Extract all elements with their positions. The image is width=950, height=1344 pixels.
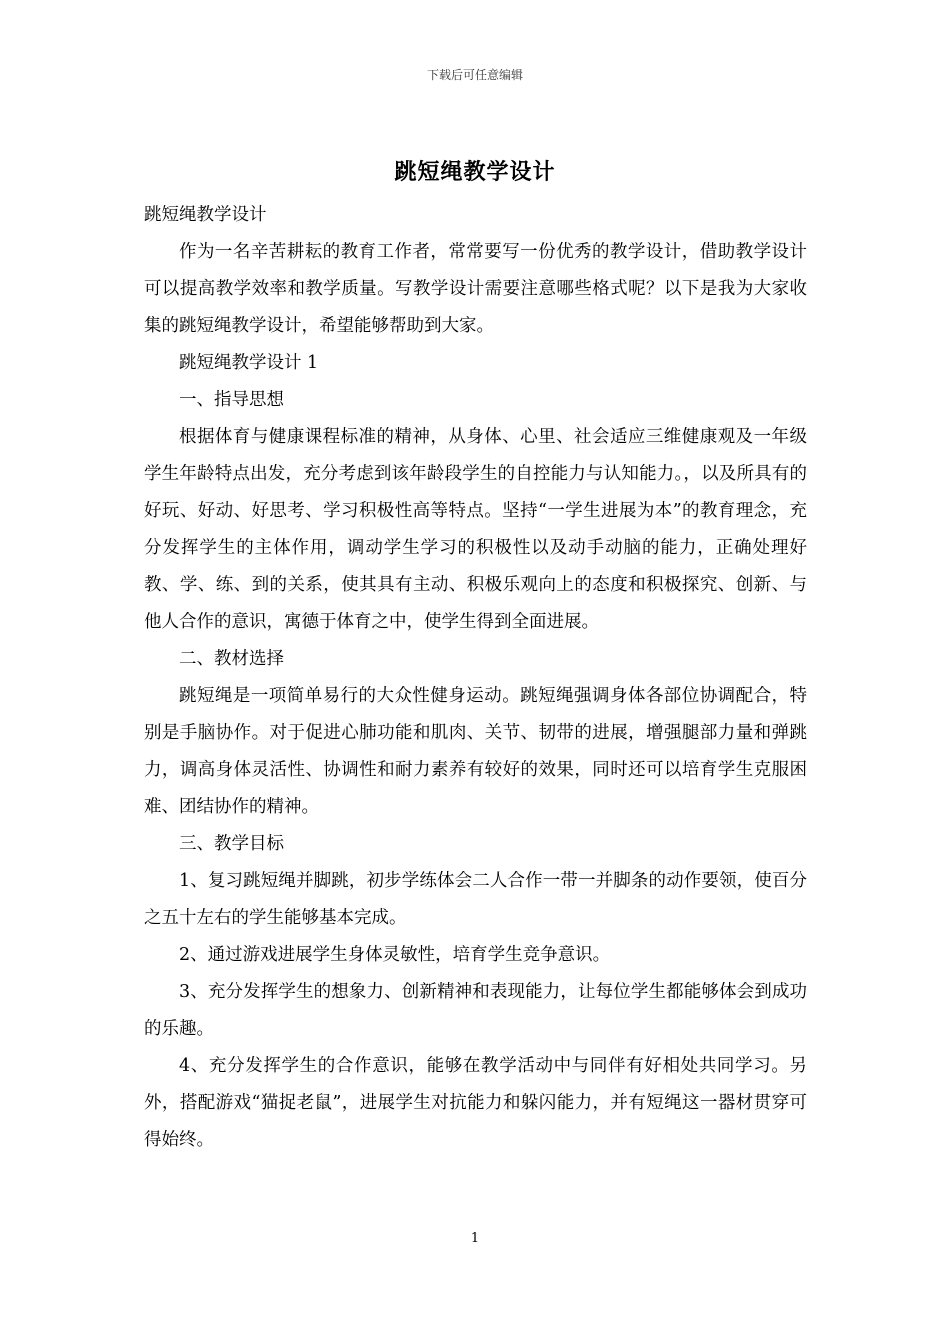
- intro-paragraph: 作为一名辛苦耕耘的教育工作者，常常要写一份优秀的教学设计，借助教学设计可以提高教学效率和教学质量。写教学设计需要注意哪些格式呢？以下是我为大家收集的跳短绳教学设计，希望能够帮助到大家。: [144, 242, 807, 336]
- section-heading: 跳短绳教学设计 1: [179, 353, 319, 373]
- header-note: 下载后可任意编辑: [426, 68, 523, 82]
- subtitle-line: 跳短绳教学设计: [144, 205, 267, 225]
- section-heading: 二、教材选择: [179, 649, 284, 669]
- body-paragraph: 跳短绳是一项简单易行的大众性健身运动。跳短绳强调身体各部位协调配合，特别是手脑协作。对于促进心肺功能和肌肉、关节、韧带的进展，增强腿部力量和弹跳力，调高身体灵活性、协调性和耐力素养有较好的效果，同时还可以培育学生克服困难、团结协作的精神。: [144, 686, 807, 817]
- section-heading: 一、指导思想: [179, 390, 284, 410]
- section-heading: 三、教学目标: [179, 834, 284, 854]
- document-body: [144, 197, 807, 1159]
- list-item: 4、充分发挥学生的合作意识，能够在教学活动中与同伴有好相处共同学习。另外，搭配游戏“猫捉老鼠”，进展学生对抗能力和躲闪能力，并有短绳这一器材贯穿可得始终。: [144, 1056, 807, 1150]
- list-item: 2、通过游戏进展学生身体灵敏性，培育学生竞争意识。: [179, 945, 611, 965]
- page-number: 1: [470, 1231, 480, 1246]
- list-item: 1、复习跳短绳并脚跳，初步学练体会二人合作一带一并脚条的动作要领，使百分之五十左右的学生能够基本完成。: [144, 871, 807, 928]
- body-paragraph: 根据体育与健康课程标准的精神，从身体、心里、社会适应三维健康观及一年级学生年龄特点出发，充分考虑到该年龄段学生的自控能力与认知能力。，以及所具有的好玩、好动、好思考、学习积极性高等特点。坚持“一学生进展为本”的教育理念，充分发挥学生的主体作用，调动学生学习的积极性以及动手动脑的能力，正确处理好教、学、练、到的关系，使其具有主动、积极乐观向上的态度和积极探究、创新、与他人合作的意识，寓德于体育之中，使学生得到全面进展。: [144, 427, 807, 632]
- list-item: 3、充分发挥学生的想象力、创新精神和表现能力，让每位学生都能够体会到成功的乐趣。: [144, 982, 807, 1039]
- document-title: 跳短绳教学设计: [394, 159, 556, 185]
